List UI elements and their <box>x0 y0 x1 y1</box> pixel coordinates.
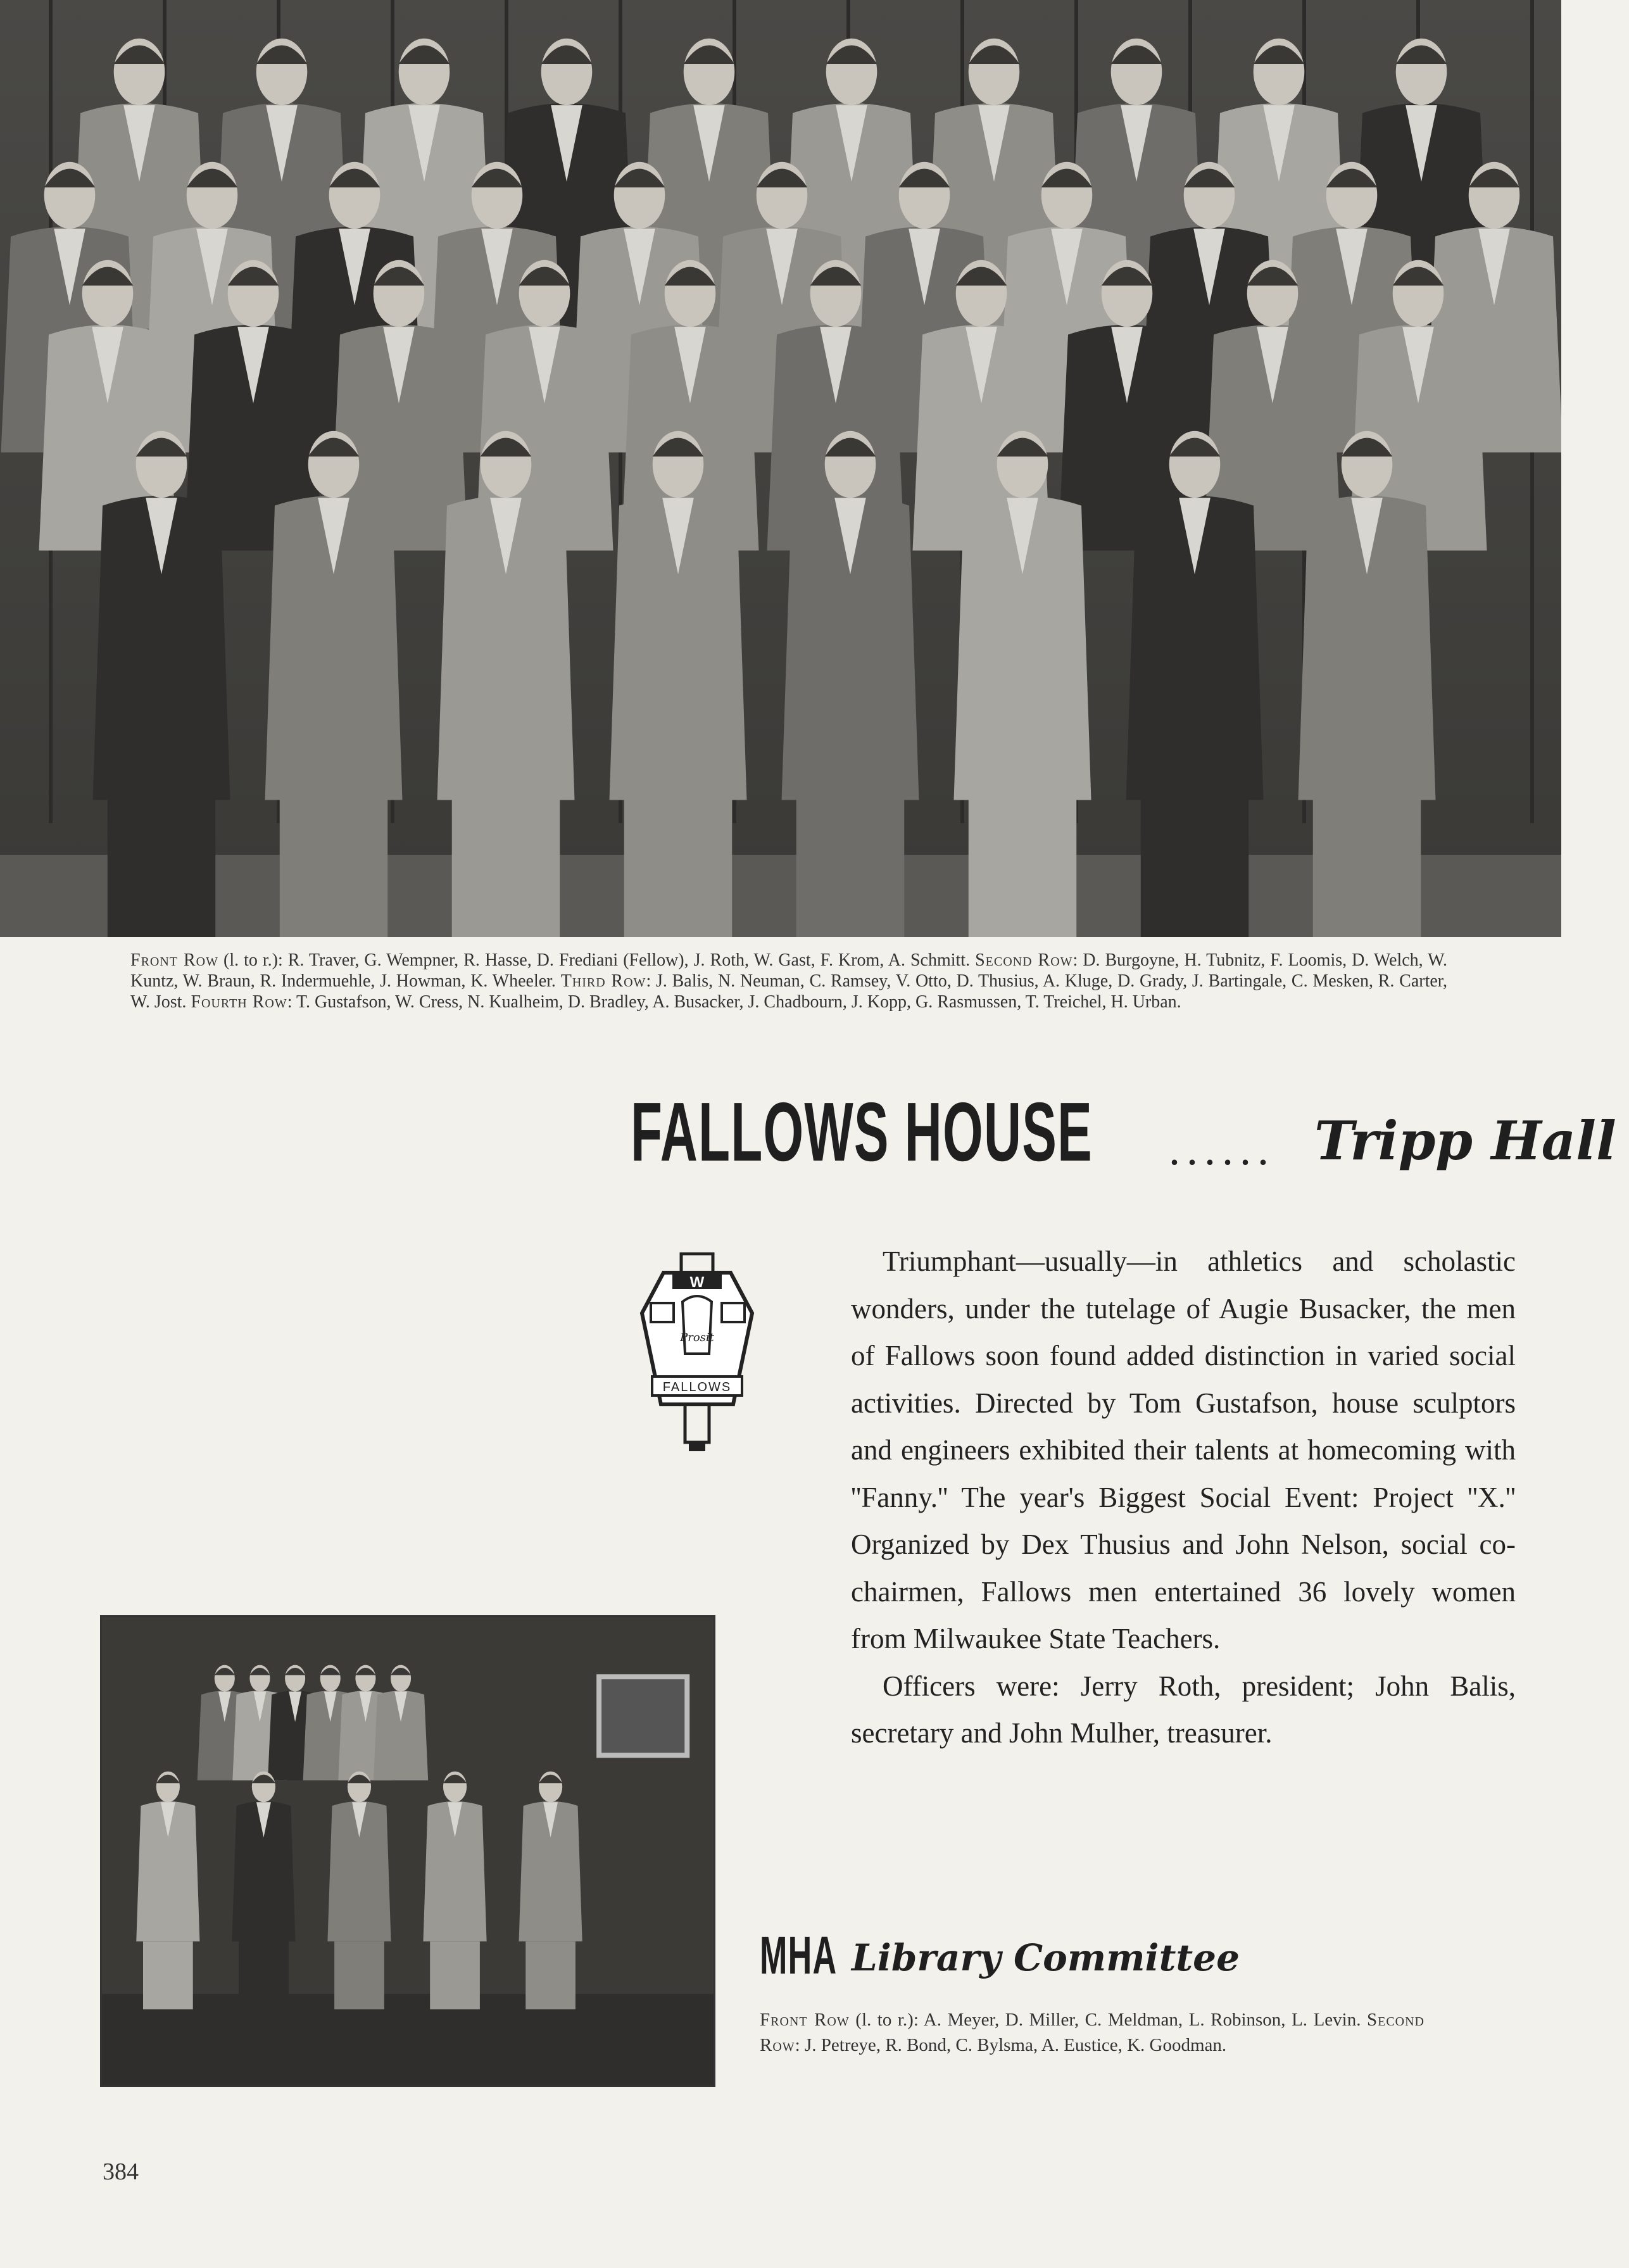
fallows-crest-logo <box>638 1252 756 1452</box>
mha-library-committee-heading <box>760 1925 1456 1994</box>
photo-person <box>93 431 230 937</box>
caption-row-label: Second Row <box>760 2010 1425 2055</box>
caption-row-label: Front Row <box>760 2010 850 2030</box>
caption-row-names: : T. Gustafson, W. Cress, N. Kualheim, D. Bradley, A. Busacker, J. Chadbourn, J. Kopp, G. Rasmussen, T. Treichel, H. Urban. <box>287 992 1181 1012</box>
committee-photo-image <box>102 1617 714 2085</box>
caption-row-names: : J. Balis, N. Neuman, C. Ramsey, V. Otto, D. Thusius, A. Kluge, D. Grady, J. Bartingale, C. Mesken, R. Carter, W. Jost. <box>130 971 1447 1012</box>
body-paragraph: Officers were: Jerry Roth, president; John Balis, secretary and John Mulher, treasurer. <box>851 1670 1516 1749</box>
caption-row-label: Third Row <box>560 971 646 991</box>
caption-row-label: Second Row <box>975 950 1073 970</box>
crest-icon <box>638 1252 756 1452</box>
group-photo-image <box>0 0 1561 937</box>
page-title: FALLOWS HOUSE <box>631 1085 1093 1178</box>
caption-row-names: (l. to r.): R. Traver, G. Wempner, R. Hasse, D. Frediani (Fellow), J. Roth, W. Gast, F. Krom, A. Schmitt. <box>218 950 976 970</box>
group-photo-caption <box>130 950 1447 1012</box>
photo-person <box>437 431 575 937</box>
group-photo-fallows-house <box>0 0 1561 937</box>
photo-person <box>782 431 919 937</box>
photo-person <box>327 1772 391 2010</box>
caption-row-names: : D. Burgoyne, H. Tubnitz, F. Loomis, D. Welch, W. Kuntz, W. Braun, R. Indermuehle, J. Howman, K. Wheeler. <box>130 950 1447 991</box>
page-subtitle: Tripp Hall <box>1314 1109 1616 1172</box>
article-body <box>851 1238 1516 1757</box>
crest-letter: W <box>689 1274 705 1291</box>
photo-person <box>423 1772 486 2010</box>
section-title: MHA <box>760 1925 838 1985</box>
crest-motto: Prosit <box>680 1331 714 1344</box>
page-number: 384 <box>103 2158 139 2185</box>
photo-person <box>136 1772 199 2010</box>
caption-row-names: (l. to r.): A. Meyer, D. Miller, C. Meldman, L. Robinson, L. Levin. <box>849 2010 1367 2030</box>
crest-banner: FALLOWS <box>662 1380 732 1394</box>
photo-person <box>954 431 1091 937</box>
photo-person <box>232 1772 295 2010</box>
photo-person <box>1299 431 1436 937</box>
section-subtitle: Library Committee <box>852 1936 1240 1979</box>
body-paragraph: Triumphant—usually—in athletics and scholastic wonders, under the tutelage of Augie Busacker, the men of Fallows soon found added distinction in varied social activities. Directed by Tom Gustafson, house sculptors and engineers exhibited their talents at homecoming with ''Fanny.'' The year's Biggest Social Event: Project ''X.'' Organized by Dex Thusius and John Nelson, social co-chairmen, Fallows men entertained 36 lovely women from Milwaukee State Teachers. <box>851 1245 1516 1654</box>
caption-row-label: Fourth Row <box>191 992 287 1012</box>
photo-person <box>1126 431 1264 937</box>
caption-row-label: Front Row <box>130 950 219 970</box>
photo-person <box>265 431 403 937</box>
photo-person <box>610 431 747 937</box>
photo-person <box>519 1772 582 2010</box>
title-dots: ...... <box>1169 1124 1275 1175</box>
caption-row-names: : J. Petreye, R. Bond, C. Bylsma, A. Eustice, K. Goodman. <box>795 2035 1227 2055</box>
library-committee-photo <box>100 1615 715 2087</box>
committee-photo-caption <box>760 2007 1425 2058</box>
fallows-house-heading <box>631 1084 1616 1179</box>
